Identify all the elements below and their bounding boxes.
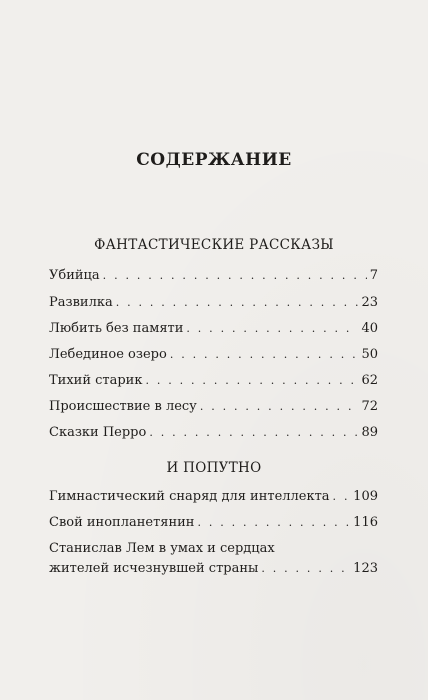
toc-entry[interactable] — [49, 320, 378, 337]
page-title: СОДЕРЖАНИЕ — [136, 150, 292, 170]
dot-leader — [170, 346, 359, 363]
toc-entry-page: 109 — [353, 489, 378, 504]
toc-entry-title: Лебединое озеро — [49, 347, 167, 362]
dot-leader — [197, 514, 350, 531]
toc-entry-page: 40 — [361, 321, 378, 336]
toc-entry-page: 62 — [361, 373, 378, 388]
toc-entry-title: Гимнастический снаряд для интеллекта — [49, 489, 330, 504]
toc-entry-title: Происшествие в лесу — [49, 399, 197, 414]
toc-entry-page: 72 — [361, 399, 378, 414]
dot-leader — [103, 267, 367, 284]
toc-entry[interactable] — [49, 372, 378, 389]
toc-entry-title: Свой инопланетянин — [49, 515, 195, 530]
toc-entry-page: 23 — [361, 295, 378, 310]
dot-leader — [116, 294, 359, 311]
dot-leader — [149, 424, 358, 441]
dot-leader — [261, 560, 350, 577]
toc-entry[interactable] — [49, 398, 378, 415]
dot-leader — [333, 488, 351, 505]
toc-entry-title: Тихий старик — [49, 373, 143, 388]
toc-entry-title-line-1: Станислав Лем в умах и сердцах — [49, 541, 275, 556]
toc-entry[interactable] — [49, 294, 378, 311]
toc-entry-page: 116 — [353, 515, 378, 530]
section-heading-fantastic-stories: ФАНТАСТИЧЕСКИЕ РАССКАЗЫ — [94, 237, 334, 253]
toc-entry-title: Развилка — [49, 295, 113, 310]
dot-leader — [145, 372, 358, 389]
toc-entry[interactable] — [49, 346, 378, 363]
toc-entry-title: Любить без памяти — [49, 321, 184, 336]
toc-entry-page: 123 — [353, 561, 378, 576]
toc-entry[interactable] — [49, 488, 378, 505]
toc-entry[interactable] — [49, 424, 378, 441]
toc-entry[interactable] — [49, 514, 378, 531]
section-heading-along-the-way: И ПОПУТНО — [166, 460, 262, 476]
toc-entry[interactable] — [49, 540, 378, 577]
toc-entry-title: жителей исчезнувшей страны — [49, 561, 259, 576]
toc-entry[interactable] — [49, 267, 378, 284]
toc-entry-page: 7 — [369, 268, 378, 283]
dot-leader — [186, 320, 358, 337]
toc-entry-page: 89 — [361, 425, 378, 440]
dot-leader — [200, 398, 359, 415]
toc-entry-page: 50 — [361, 347, 378, 362]
toc-entry-title: Убийца — [49, 268, 100, 283]
toc-entry-title: Сказки Перро — [49, 425, 147, 440]
